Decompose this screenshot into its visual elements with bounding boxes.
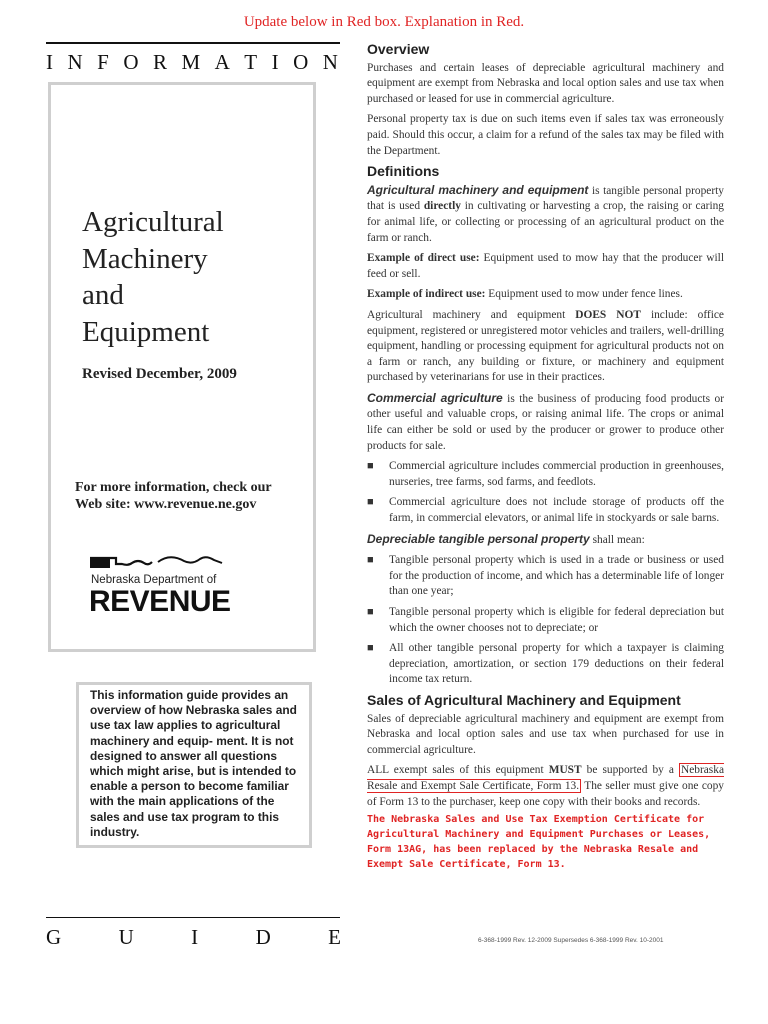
update-note: Update below in Red box. Explanation in Red.	[243, 14, 525, 30]
example-label: Example of direct use:	[367, 252, 480, 265]
heading-letter: A	[214, 50, 230, 74]
heading-letter: G	[46, 925, 62, 949]
heading-letter: O	[123, 50, 139, 74]
heading-letter: I	[46, 50, 53, 74]
sales-requirement	[367, 763, 724, 810]
sales-paragraph: Sales of depreciable agricultural machinery and equipment are exempt from Nebraska and local option sales and use tax when purchased for use in commercial agriculture.	[367, 712, 724, 756]
definition-text: is tangible personal property that is used	[367, 184, 725, 213]
heading-letter: I	[191, 925, 199, 949]
example-text: Equipment used to mow hay that the producer will feed or sell.	[367, 252, 725, 280]
heading-letter: D	[255, 925, 271, 949]
information-heading	[46, 50, 338, 75]
list-item	[367, 553, 724, 600]
heading-letter: E	[328, 925, 341, 949]
website-line[interactable]: Web site: www.revenue.ne.gov	[75, 497, 257, 512]
list-item-text: Tangible personal property which is used in a trade or business or used for the production of income, and which has a determinable life of longer than one year;	[389, 554, 724, 598]
list-item-text: Commercial agriculture does not include storage of products off the farm, in commercial elevators, or animal life in stockyards or sale barns.	[389, 496, 724, 525]
list-item	[367, 495, 724, 526]
heading-letter: N	[67, 50, 83, 74]
list-item-text: All other tangible personal property for which a taxpayer is claiming depreciation, amortization, or section 179 deductions on their federal income tax return.	[389, 642, 724, 686]
document-title	[82, 204, 302, 350]
paragraph-text: be supported by a	[581, 764, 679, 777]
does-not-include	[367, 308, 724, 386]
heading-letter: T	[244, 50, 258, 74]
title-line: and	[82, 279, 124, 311]
list-item	[367, 605, 724, 636]
paragraph-emphasis: MUST	[548, 764, 582, 777]
guide-box-text: This information guide provides an overview of how Nebraska sales and use tax law applies to agricultural machinery and equip- ment. It is not designed to answer all questions which might arise, but is intended to enable a person to become familiar with the main applications of the sales and use tax program to this industry.	[90, 688, 297, 839]
paragraph-emphasis: DOES NOT	[575, 308, 641, 321]
overview-paragraph: Personal property tax is due on such items even if sales tax was erroneously paid. Should this occur, a claim for a refund of the sales tax may be filed with the Department.	[367, 113, 724, 157]
overview-paragraph: Purchases and certain leases of depreciable agricultural machinery and equipment are exempt from Nebraska and local option sales and use tax when purchased or leased for use in commercial agriculture.	[367, 61, 724, 105]
logo-department: Nebraska Department of	[91, 574, 217, 586]
heading-letter: I	[271, 50, 279, 74]
bottom-rule	[46, 917, 340, 918]
example-label: Example of indirect use:	[367, 288, 486, 301]
heading-letter: O	[293, 50, 309, 74]
replacement-note: The Nebraska Sales and Use Tax Exemption Certificate for Agricultural Machinery and Equipment Purchases or Leases, Form 13AG, has been replaced by the Nebraska Resale and Exempt Sale Certificate, Form 13.	[367, 814, 711, 871]
bullet-icon: ■	[367, 554, 374, 567]
more-info-line: For more information, check our	[75, 480, 272, 495]
definition-term: Agricultural machinery and equipment	[367, 182, 589, 197]
definition-text: is the business of producing food products or other useful and valuable crops, or raising animal life. The crops or animal life can either be sold or used by the producer or grower to produce other products for sale.	[367, 392, 724, 452]
logo-revenue: REVENUE	[89, 585, 231, 618]
form-13-highlight: Nebraska Resale and Exempt Sale Certificate, Form 13.	[367, 764, 724, 792]
heading-letter: M	[181, 50, 201, 74]
definition-depreciable	[367, 532, 724, 549]
bullet-icon: ■	[367, 460, 374, 473]
definition-machinery	[367, 183, 724, 246]
revised-date: Revised December, 2009	[82, 366, 237, 382]
title-line: Machinery	[82, 242, 208, 275]
title-line: Equipment	[82, 315, 210, 348]
paragraph-text: Agricultural machinery and equipment	[367, 308, 576, 321]
definition-commercial	[367, 391, 724, 454]
overview-heading: Overview	[367, 41, 430, 57]
more-info	[75, 479, 315, 513]
paragraph-text: ALL exempt sales of this equipment	[367, 764, 549, 777]
bullet-icon: ■	[367, 496, 374, 509]
heading-letter: U	[118, 925, 134, 949]
top-rule	[46, 42, 340, 44]
definition-term: Depreciable tangible personal property	[367, 531, 590, 546]
paragraph-text: The seller must give one copy of Form 13 to the purchaser, keep one copy with their books and records.	[367, 779, 724, 808]
definition-emphasis: directly	[423, 200, 461, 213]
form-revision-code: 6-368-1999 Rev. 12-2009 Supersedes 6-368-1999 Rev. 10-2001	[478, 937, 664, 944]
example-text: Equipment used to mow under fence lines.	[485, 288, 683, 301]
bullet-icon: ■	[367, 606, 374, 618]
list-item	[367, 641, 724, 688]
content-column	[367, 42, 724, 872]
list-item-text: Commercial agriculture includes commercial production in greenhouses, nurseries, tree farms, sod farms, and feedlots.	[389, 460, 724, 488]
title-line: Agricultural	[82, 206, 224, 238]
list-item-text: Tangible personal property which is eligible for federal depreciation but which the owner chooses not to depreciate; or	[389, 606, 724, 634]
paragraph-text: include: office equipment, registered or unregistered motor vehicles and trailers, well-drilling equipment, handling or processing equipment for agricultural products not on a farm or ranch, any building or fixture, or machinery and equipment purchased by veterinarians for use in their practices.	[367, 308, 724, 384]
heading-letter: F	[97, 50, 109, 74]
heading-letter: R	[152, 50, 167, 74]
definitions-heading: Definitions	[367, 163, 440, 180]
commercial-list	[367, 459, 724, 526]
heading-letter: N	[322, 50, 338, 74]
definition-text: shall mean:	[589, 533, 645, 546]
depreciable-list	[367, 553, 724, 688]
definition-text: in cultivating or harvesting a crop, the raising or caring for animal life, or collecting or processing of an agricultural product on the farm or ranch.	[367, 200, 725, 244]
list-item	[367, 459, 724, 490]
example-direct	[367, 251, 724, 282]
bullet-icon: ■	[367, 642, 374, 655]
guide-heading	[46, 925, 341, 950]
definition-term: Commercial agriculture	[367, 390, 503, 405]
sales-heading: Sales of Agricultural Machinery and Equipment	[367, 691, 681, 708]
example-indirect	[367, 287, 724, 303]
